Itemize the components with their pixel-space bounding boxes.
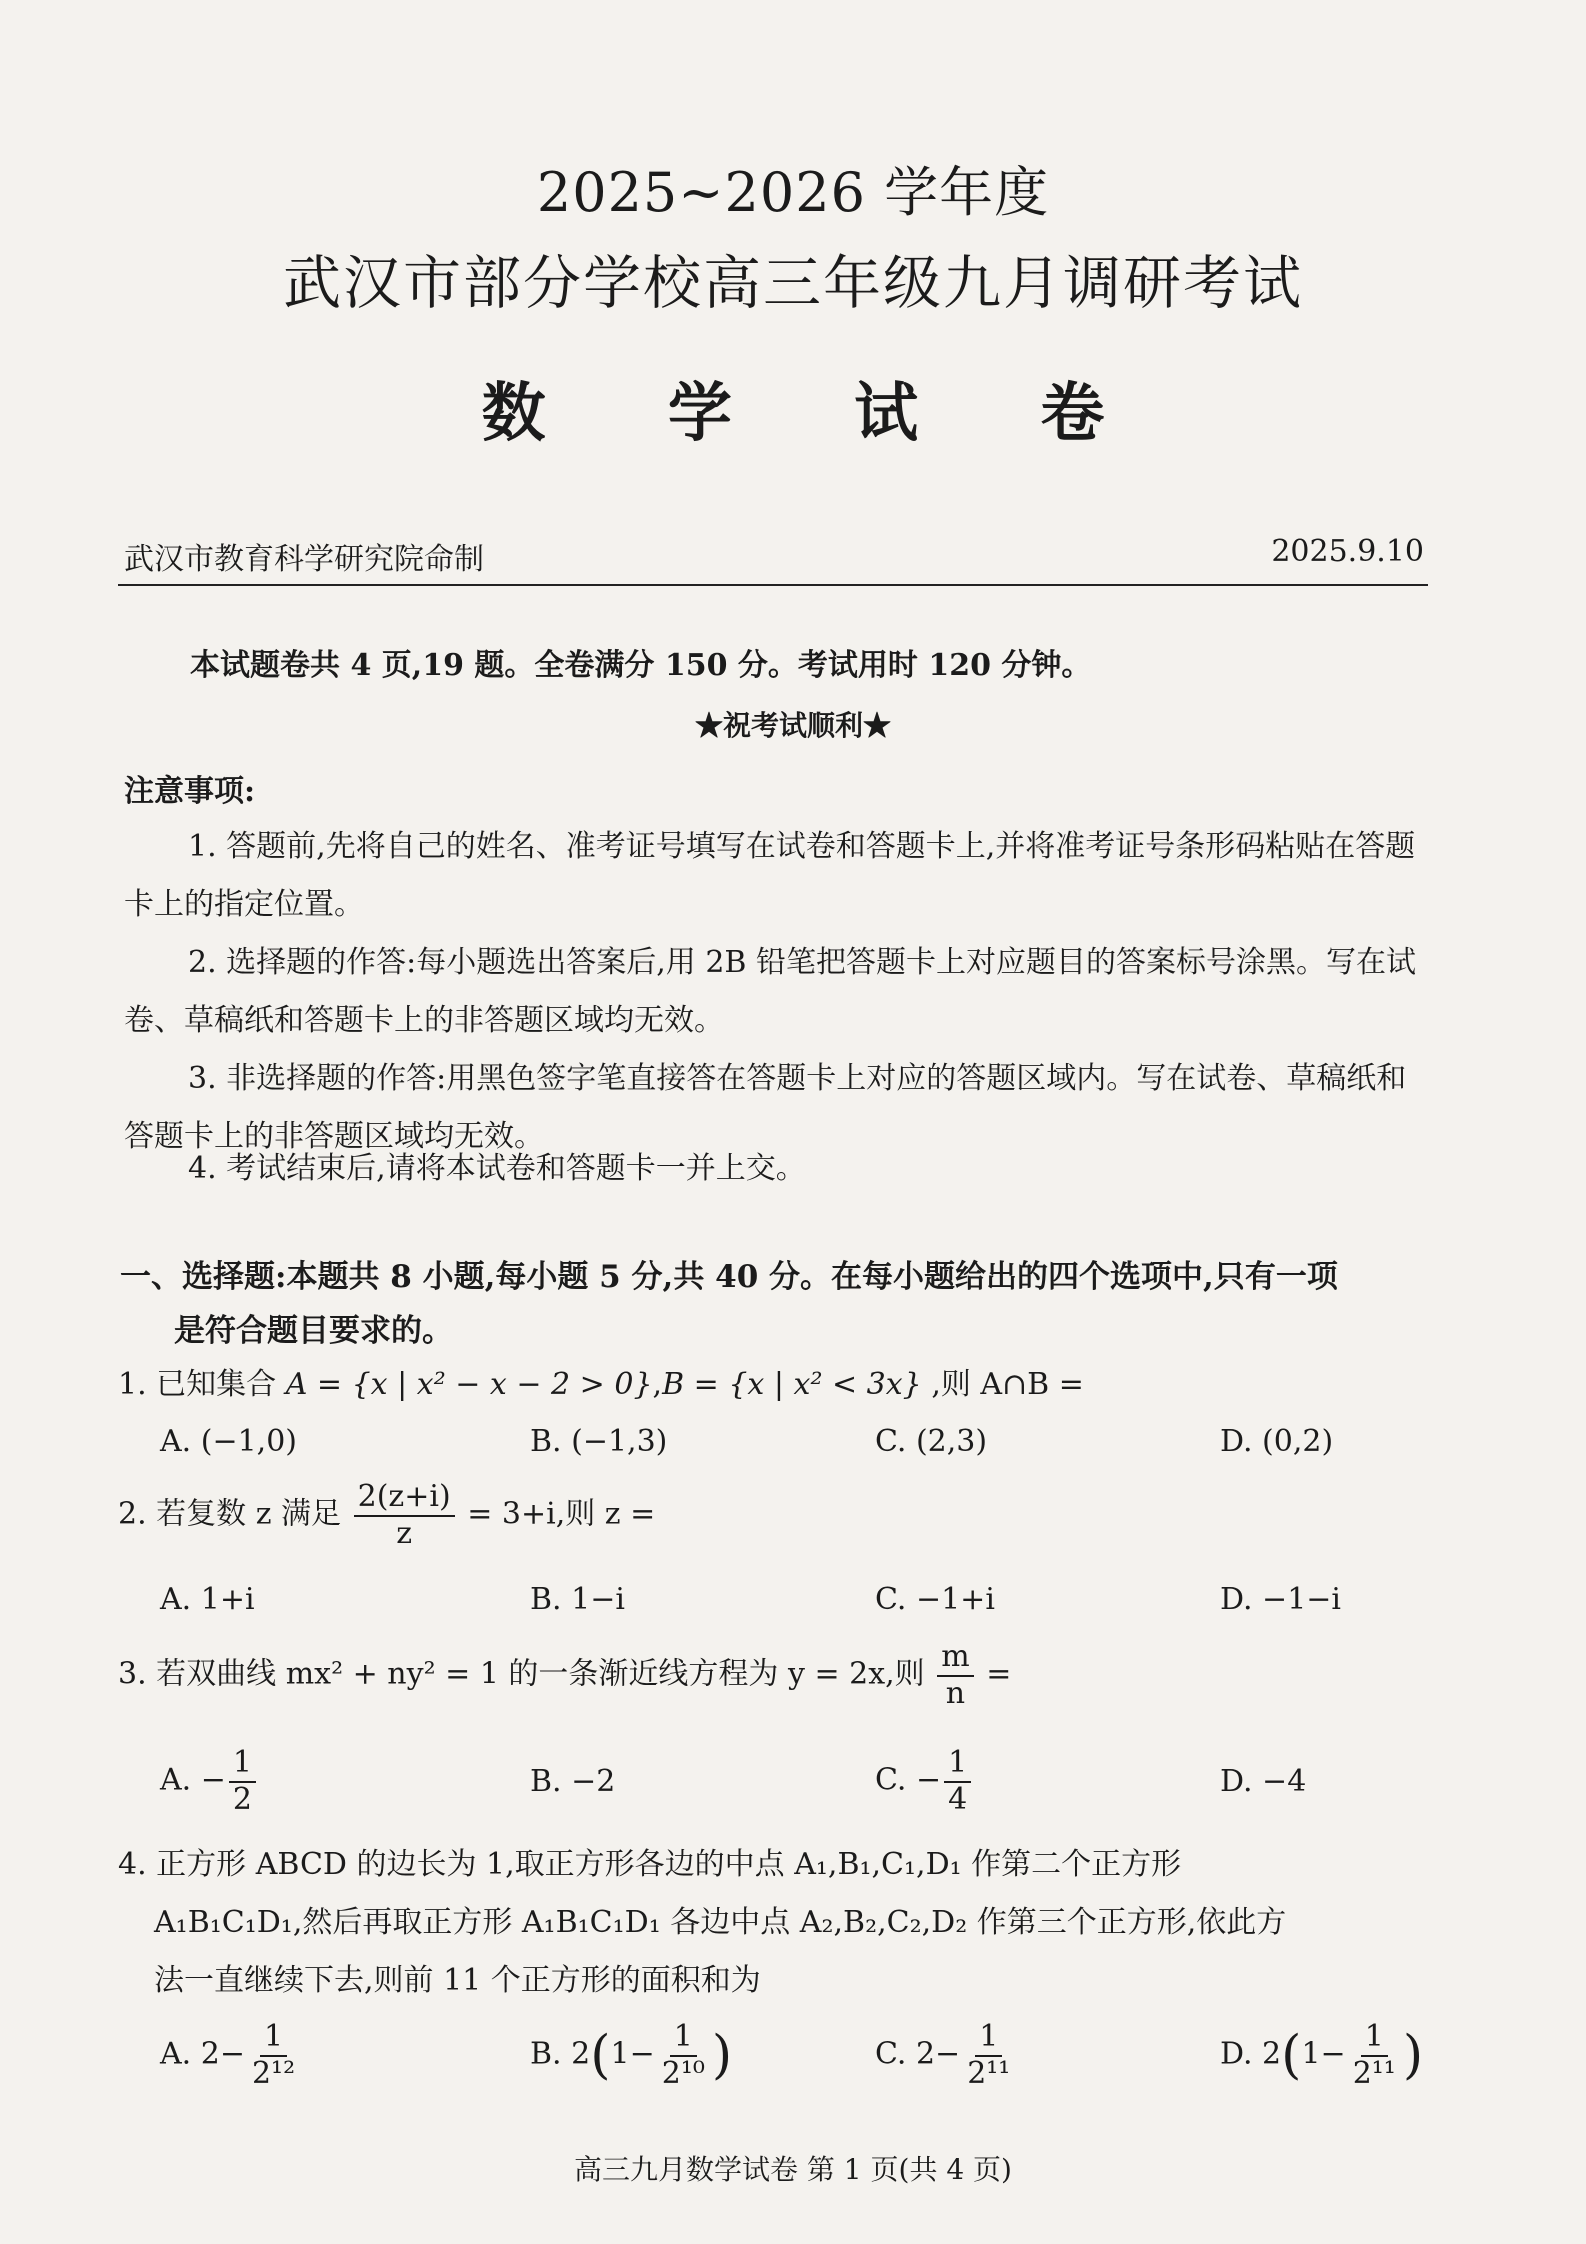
question-number: 2. — [118, 1496, 147, 1532]
option-c: C. −1+i — [875, 1582, 995, 1617]
option-a — [160, 1746, 259, 1817]
fraction-numerator: 2(z+i) — [354, 1480, 455, 1517]
question-1 — [118, 1356, 1438, 1414]
issuer: 武汉市教育科学研究院命制 — [124, 542, 484, 577]
question-4-options — [160, 2019, 1424, 2110]
question-text: 若复数 z 满足 — [156, 1496, 342, 1532]
notice-item: 2. 选择题的作答:每小题选出答案后,用 2B 铅笔把答题卡上对应题目的答案标号涂黑。写在试卷、草稿纸和答题卡上的非答题区域均无效。 — [124, 945, 1417, 1038]
fraction-numerator: 1 — [1361, 2020, 1388, 2057]
page-footer: 高三九月数学试卷 第 1 页(共 4 页) — [574, 2153, 1012, 2186]
option-a: A. 1+i — [160, 1582, 255, 1617]
fraction-denominator: 2 — [232, 1781, 252, 1817]
exam-year: 2025~2026 学年度 — [536, 161, 1050, 224]
question-number: 1. — [118, 1367, 147, 1402]
option-b: B. −2 — [530, 1764, 616, 1799]
option-b — [530, 2020, 732, 2091]
option-a-label: A. 2− — [160, 2036, 245, 2072]
set-b: B = {x | x² < 3x} — [662, 1367, 922, 1402]
fraction-denominator: 2¹¹ — [967, 2055, 1011, 2091]
question-3-options — [160, 1746, 1420, 1826]
section-heading — [120, 1250, 1430, 1358]
fraction-numerator: m — [937, 1640, 973, 1677]
fraction — [1349, 2020, 1400, 2091]
option-d: D. −4 — [1220, 1764, 1307, 1799]
question-text: , — [652, 1367, 663, 1402]
fraction-denominator: 2¹⁰ — [661, 2055, 705, 2091]
question-2 — [118, 1480, 1438, 1551]
fraction-numerator: 1 — [229, 1746, 256, 1783]
option-c: C. (2,3) — [875, 1424, 988, 1459]
fraction-numerator: 1 — [975, 2020, 1002, 2057]
option-a — [160, 2020, 302, 2091]
option-b-inner: 1− — [610, 2036, 655, 2072]
right-paren: ) — [711, 2025, 733, 2086]
option-c-label: C. 2− — [875, 2036, 961, 2072]
meta-line — [124, 534, 1424, 577]
section-heading-line2: 是符合题目要求的。 — [174, 1313, 453, 1349]
fraction-denominator: n — [945, 1675, 966, 1711]
notice-item: 1. 答题前,先将自己的姓名、准考证号填写在试卷和答题卡上,并将准考证号条形码粘贴在答题卡上的指定位置。 — [124, 829, 1416, 922]
option-c — [875, 1746, 974, 1817]
fraction — [229, 1746, 256, 1817]
option-d: D. (0,2) — [1220, 1424, 1334, 1459]
option-a: A. (−1,0) — [160, 1424, 297, 1459]
fraction-numerator: 1 — [944, 1746, 971, 1783]
fraction — [658, 2020, 709, 2091]
option-d-label: D. 2 — [1220, 2036, 1282, 2072]
left-paren: ( — [590, 2025, 611, 2086]
question-text: 若双曲线 mx² + ny² = 1 的一条渐近线方程为 y = 2x,则 — [156, 1656, 925, 1692]
set-a: A = {x | x² − x − 2 > 0} — [285, 1367, 653, 1402]
fraction — [944, 1746, 971, 1817]
question-4 — [118, 1836, 1438, 2010]
fraction — [937, 1640, 973, 1711]
question-3 — [118, 1640, 1438, 1711]
notice-title: 注意事项: — [124, 774, 256, 809]
question-number: 3. — [118, 1656, 147, 1692]
notice-item: 3. 非选择题的作答:用黑色签字笔直接答在答题卡上对应的答题区域内。写在试卷、草稿纸和答题卡上的非答题区域均无效。 — [124, 1061, 1407, 1154]
right-paren: ) — [1402, 2025, 1424, 2086]
notice-item: 4. 考试结束后,请将本试卷和答题卡一并上交。 — [188, 1151, 806, 1186]
exam-intro: 本试题卷共 4 页,19 题。全卷满分 150 分。考试用时 120 分钟。 — [190, 648, 1092, 683]
question-text: 正方形 ABCD 的边长为 1,取正方形各边的中点 A₁,B₁,C₁,D₁ 作第二个正方形 — [156, 1847, 1182, 1882]
exam-title: 武汉市部分学校高三年级九月调研考试 — [282, 249, 1303, 317]
option-d-inner: 1− — [1301, 2036, 1346, 2072]
option-b: B. (−1,3) — [530, 1424, 668, 1459]
question-text: A₁B₁C₁D₁,然后再取正方形 A₁B₁C₁D₁ 各边中点 A₂,B₂,C₂,D₂ 作第三个正方形,依此方 — [154, 1905, 1287, 1940]
fraction — [963, 2020, 1014, 2091]
question-number: 4. — [118, 1847, 147, 1882]
fraction-denominator: 2¹¹ — [1352, 2055, 1396, 2091]
option-c-label: C. − — [875, 1762, 942, 1798]
left-paren: ( — [1281, 2025, 1302, 2086]
fraction-numerator: 1 — [260, 2020, 287, 2057]
section-heading-line1: 一、选择题:本题共 8 小题,每小题 5 分,共 40 分。在每小题给出的四个选项中,只有一项 — [120, 1259, 1338, 1295]
fraction — [354, 1480, 455, 1551]
question-text: ,则 A∩B = — [931, 1367, 1084, 1402]
option-c — [875, 2020, 1017, 2091]
question-text: 已知集合 — [156, 1367, 277, 1402]
question-text: = — [986, 1656, 1012, 1692]
header-rule — [118, 584, 1428, 586]
fraction — [248, 2020, 299, 2091]
option-d: D. −1−i — [1220, 1582, 1342, 1617]
subject-title: 数 学 试 卷 — [481, 376, 1155, 451]
exam-date: 2025.9.10 — [1271, 534, 1424, 569]
question-text: = 3+i,则 z = — [467, 1496, 656, 1532]
fraction-numerator: 1 — [670, 2020, 697, 2057]
fraction-denominator: 2¹² — [251, 2055, 296, 2091]
option-d — [1220, 2020, 1423, 2091]
good-luck: ★祝考试顺利★ — [694, 709, 891, 742]
question-4-line1 — [118, 1836, 1438, 1894]
option-b-label: B. 2 — [530, 2036, 591, 2072]
fraction-denominator: 4 — [948, 1781, 968, 1817]
option-b: B. 1−i — [530, 1582, 625, 1617]
fraction-denominator: z — [396, 1515, 413, 1551]
question-text: 法一直继续下去,则前 11 个正方形的面积和为 — [154, 1963, 761, 1998]
option-a-label: A. − — [160, 1762, 226, 1798]
